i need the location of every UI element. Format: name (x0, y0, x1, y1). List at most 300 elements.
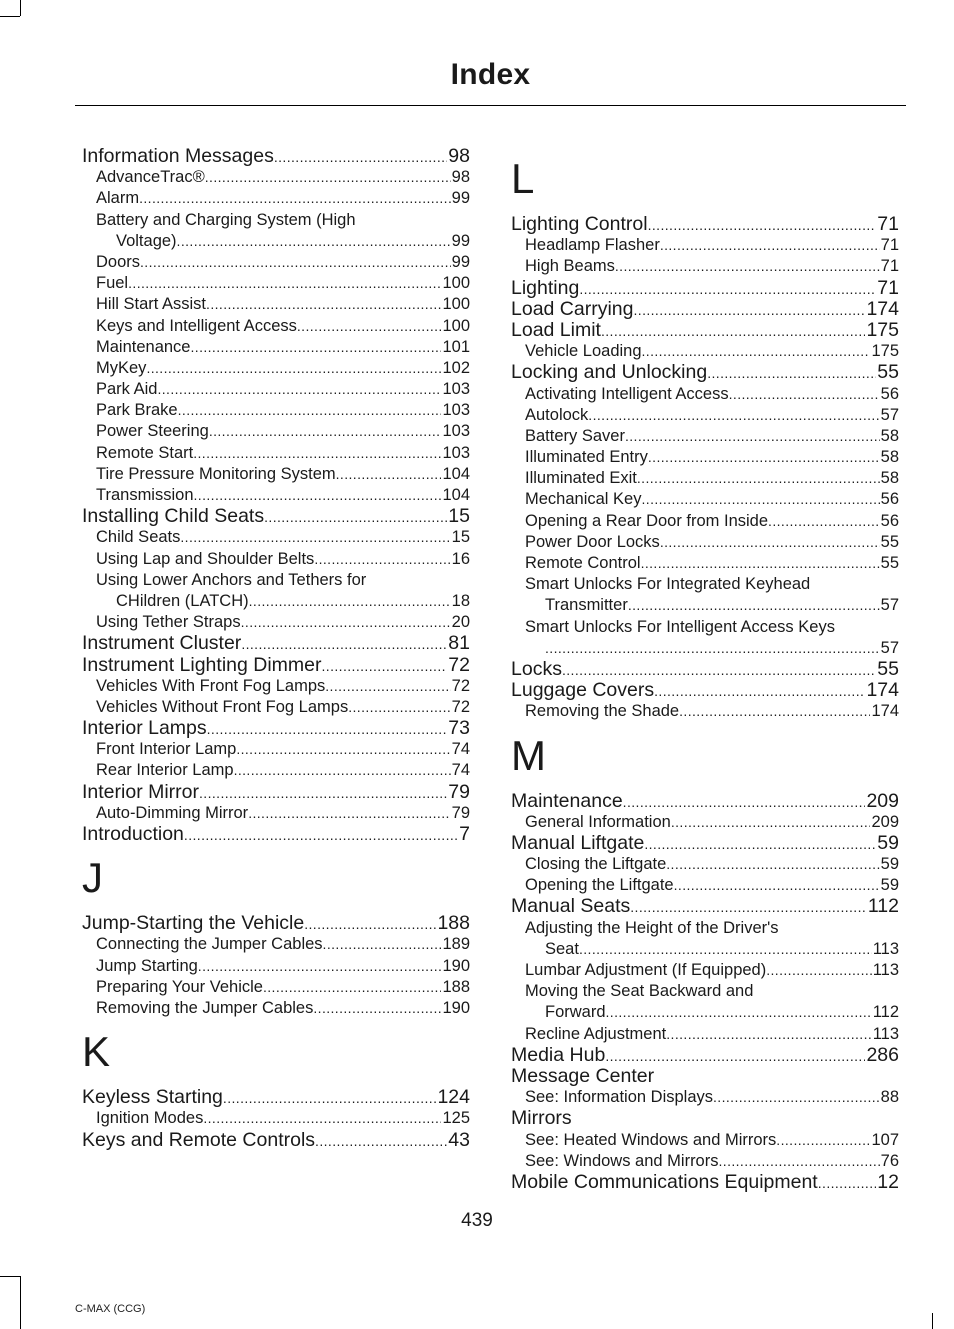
dot-leader (248, 803, 450, 824)
crop-mark (20, 1276, 21, 1329)
index-subentry (511, 701, 899, 722)
index-subentry (82, 485, 470, 506)
entry-page-number: 103 (442, 401, 470, 420)
index-entry (82, 782, 470, 803)
entry-page-number: 124 (437, 1086, 470, 1109)
entry-page-number: 58 (880, 426, 899, 445)
entry-page-number: 56 (880, 384, 899, 403)
index-subentry (511, 426, 899, 447)
entry-page-number: 71 (877, 276, 899, 299)
dot-leader (157, 379, 441, 400)
dot-leader (648, 214, 877, 236)
dot-leader (545, 638, 880, 659)
entry-page-number: 104 (442, 486, 470, 504)
index-subentry (511, 960, 899, 981)
entry-page-number: 74 (451, 740, 470, 759)
dot-leader (579, 939, 872, 960)
entry-page-number: 189 (442, 935, 470, 954)
entry-page-number: 55 (877, 361, 899, 384)
entry-text: Voltage) (116, 231, 177, 250)
entry-page-number: 55 (877, 657, 899, 680)
dot-leader (264, 506, 447, 528)
dot-leader (606, 1002, 872, 1023)
entry-text: Mobile Communications Equipment (511, 1170, 818, 1193)
entry-text: Vehicles Without Front Fog Lamps (96, 697, 349, 716)
dot-leader (605, 1045, 865, 1067)
entry-page-number: 59 (880, 855, 899, 874)
entry-page-number: 71 (880, 257, 899, 276)
dot-leader (207, 718, 448, 740)
dot-leader (209, 421, 442, 442)
dot-leader (274, 146, 447, 168)
entry-page-number: 81 (448, 632, 470, 655)
dot-leader (648, 447, 880, 468)
dot-leader (241, 633, 447, 655)
entry-text: Locks (511, 657, 562, 680)
dot-leader (325, 676, 450, 697)
dot-leader (729, 384, 880, 405)
entry-text: General Information (525, 812, 671, 831)
dot-leader (241, 612, 451, 633)
entry-text: CHildren (LATCH) (116, 591, 249, 610)
section-letter: K (82, 1028, 111, 1076)
entry-page-number: 190 (442, 998, 470, 1017)
dot-leader (588, 405, 879, 426)
entry-text: Keyless Starting (82, 1086, 223, 1109)
index-subentry (511, 638, 899, 659)
entry-page-number: 56 (880, 490, 899, 509)
dot-leader (707, 362, 876, 384)
entry-text: Alarm (96, 189, 140, 208)
entry-text: Manual Liftgate (511, 831, 645, 854)
dot-leader (146, 358, 441, 379)
index-subentry (511, 1087, 899, 1108)
index-entry (82, 718, 470, 739)
dot-leader (660, 532, 880, 553)
entry-text: Manual Seats (511, 895, 631, 918)
entry-page-number: 74 (451, 761, 470, 780)
dot-leader (641, 489, 879, 510)
dot-leader (194, 485, 442, 506)
entry-text: Interior Lamps (82, 717, 207, 740)
index-subentry (511, 854, 899, 875)
dot-leader (666, 854, 879, 875)
entry-page-number: 16 (451, 549, 470, 568)
entry-text: Autolock (525, 405, 589, 424)
index-entry (511, 1108, 899, 1129)
entry-text: Media Hub (511, 1043, 606, 1066)
dot-leader (190, 337, 441, 358)
entry-page-number: 71 (877, 213, 899, 235)
entry-text: Seat (545, 939, 579, 958)
index-subentry (511, 468, 899, 489)
dot-leader (644, 833, 876, 855)
entry-text: Removing the Jumper Cables (96, 998, 314, 1017)
index-subentry (511, 511, 899, 532)
entry-text: Power Steering (96, 422, 209, 441)
crop-mark (0, 16, 20, 17)
entry-text: Ignition Modes (96, 1109, 204, 1128)
dot-leader (193, 443, 441, 464)
entry-page-number: 88 (880, 1088, 899, 1107)
index-entry (511, 1045, 899, 1066)
index-subentry (82, 591, 470, 612)
dot-leader (718, 1151, 879, 1172)
entry-text: Introduction (82, 823, 184, 845)
entry-page-number: 175 (871, 342, 899, 361)
entry-text: Recline Adjustment (525, 1024, 667, 1043)
entry-page-number: 112 (872, 1003, 899, 1022)
entry-text: Transmission (96, 486, 194, 504)
entry-page-number: 98 (451, 168, 470, 187)
entry-page-number: 20 (451, 613, 470, 632)
index-entry (511, 320, 899, 341)
index-subentry (511, 918, 899, 939)
dot-leader (654, 680, 865, 702)
index-subentry (82, 252, 470, 273)
index-entry (82, 913, 470, 934)
index-entry (511, 278, 899, 299)
entry-text: Maintenance (511, 789, 623, 812)
entry-page-number: 99 (451, 189, 470, 208)
index-subentry (82, 294, 470, 315)
entry-page-number: 174 (866, 297, 899, 320)
entry-page-number: 15 (451, 528, 470, 547)
dot-leader (637, 468, 880, 489)
dot-leader (139, 188, 451, 209)
index-subentry (82, 549, 470, 570)
entry-text: Battery Saver (525, 426, 625, 445)
dot-leader (314, 549, 450, 570)
entry-text: Auto-Dimming Mirror (96, 803, 249, 822)
index-subentry (82, 464, 470, 485)
entry-page-number: 175 (866, 318, 899, 341)
index-subentry (82, 697, 470, 718)
index-column-left (82, 146, 470, 1151)
entry-page-number: 57 (880, 638, 899, 657)
entry-page-number: 58 (880, 469, 899, 488)
title-divider (75, 105, 906, 106)
entry-text: Lumbar Adjustment (If Equipped) (525, 961, 767, 979)
index-subentry (82, 421, 470, 442)
index-subentry (82, 527, 470, 548)
dot-leader (315, 1130, 447, 1152)
dot-leader (205, 167, 451, 188)
crop-mark (0, 1276, 20, 1277)
entry-page-number: 107 (871, 1130, 899, 1149)
index-subentry (82, 231, 470, 252)
section-letter: J (82, 854, 103, 902)
dot-leader (713, 1087, 880, 1108)
crop-mark (932, 1313, 933, 1329)
dot-leader (323, 934, 442, 955)
index-subentry (511, 875, 899, 896)
entry-text: See: Windows and Mirrors (525, 1151, 719, 1170)
entry-page-number: 99 (451, 231, 470, 250)
entry-page-number: 58 (880, 448, 899, 467)
entry-page-number: 56 (880, 511, 899, 530)
entry-text: Load Carrying (511, 297, 634, 320)
index-entry (511, 659, 899, 680)
index-entry (511, 680, 899, 701)
index-subentry (511, 812, 899, 833)
entry-text: Jump Starting (96, 956, 198, 975)
entry-text: Message Center (511, 1064, 655, 1087)
entry-page-number: 190 (442, 956, 470, 975)
entry-text: Headlamp Flasher (525, 236, 660, 255)
dot-leader (177, 231, 451, 252)
dot-leader (236, 739, 450, 760)
index-entry (511, 1172, 899, 1193)
dot-leader (625, 426, 880, 447)
entry-text: Keys and Remote Controls (82, 1128, 316, 1151)
index-entry (511, 1066, 899, 1087)
entry-text: Adjusting the Height of the Driver's (525, 918, 779, 937)
entry-text: Instrument Cluster (82, 632, 242, 655)
index-entry (511, 833, 899, 854)
index-subentry (82, 934, 470, 955)
entry-page-number: 79 (448, 780, 470, 803)
index-entry (82, 1130, 470, 1151)
index-subentry (511, 553, 899, 574)
entry-text: Connecting the Jumper Cables (96, 935, 323, 954)
entry-text: Battery and Charging System (High (96, 210, 356, 229)
entry-text: Using Tether Straps (96, 613, 241, 632)
index-subentry (511, 256, 899, 277)
entry-text: Front Interior Lamp (96, 740, 237, 759)
entry-page-number: 103 (442, 422, 470, 441)
page-title: Index (450, 58, 531, 91)
entry-page-number: 174 (866, 679, 899, 702)
index-entry (82, 824, 470, 845)
dot-leader (263, 977, 442, 998)
index-subentry (511, 341, 899, 362)
index-subentry (82, 188, 470, 209)
entry-text: MyKey (96, 358, 147, 377)
entry-page-number: 71 (880, 236, 899, 255)
dot-leader (223, 1087, 437, 1109)
index-subentry (511, 1130, 899, 1151)
index-column-right (511, 146, 899, 1193)
dot-leader (671, 812, 871, 833)
entry-page-number: 112 (867, 895, 899, 918)
index-subentry (82, 443, 470, 464)
entry-page-number: 125 (442, 1109, 470, 1128)
dot-leader (660, 235, 880, 256)
entry-text: High Beams (525, 257, 615, 276)
index-entry (82, 1087, 470, 1108)
index-entry (511, 791, 899, 812)
entry-page-number: 103 (442, 443, 470, 462)
index-subentry (511, 1024, 899, 1045)
dot-leader (641, 553, 880, 574)
index-subentry (82, 1108, 470, 1129)
entry-text: AdvanceTrac® (96, 168, 205, 187)
dot-leader (322, 655, 448, 677)
dot-leader (304, 913, 436, 935)
entry-text: Instrument Lighting Dimmer (82, 653, 322, 676)
entry-page-number: 59 (880, 876, 899, 895)
dot-leader (579, 278, 876, 300)
index-subentry (511, 489, 899, 510)
dot-leader (336, 464, 442, 485)
entry-text: Smart Unlocks For Intelligent Access Keys (525, 617, 835, 636)
dot-leader (615, 256, 880, 277)
index-subentry (82, 956, 470, 977)
dot-leader (198, 956, 442, 977)
entry-text: Hill Start Assist (96, 295, 207, 314)
index-subentry (82, 358, 470, 379)
entry-page-number: 7 (459, 823, 470, 845)
entry-page-number: 43 (448, 1128, 470, 1151)
dot-leader (776, 1130, 870, 1151)
entry-page-number: 99 (451, 252, 470, 271)
entry-page-number: 59 (877, 831, 899, 854)
index-entry (82, 146, 470, 167)
index-subentry (82, 760, 470, 781)
index-entry (511, 299, 899, 320)
entry-text: Lighting (511, 276, 580, 299)
entry-text: Rear Interior Lamp (96, 761, 234, 780)
entry-text: Load Limit (511, 318, 601, 341)
entry-text: Child Seats (96, 528, 181, 547)
entry-text: Installing Child Seats (82, 505, 265, 528)
entry-text: Information Messages (82, 145, 274, 167)
entry-text: Illuminated Entry (525, 448, 648, 467)
dot-leader (666, 1024, 871, 1045)
entry-text: Vehicles With Front Fog Lamps (96, 676, 326, 695)
index-subentry (511, 447, 899, 468)
index-subentry (82, 167, 470, 188)
entry-text: Smart Unlocks For Integrated Keyhead (525, 575, 811, 594)
entry-text: Preparing Your Vehicle (96, 977, 263, 996)
entry-page-number: 113 (872, 961, 899, 979)
crop-mark (20, 0, 21, 16)
dot-leader (628, 595, 880, 616)
entry-page-number: 98 (448, 145, 470, 167)
index-subentry (511, 574, 899, 595)
entry-page-number: 12 (877, 1170, 899, 1193)
dot-leader (766, 960, 871, 981)
entry-text: Keys and Intelligent Access (96, 316, 297, 335)
index-subentry (511, 981, 899, 1002)
index-subentry (511, 235, 899, 256)
dot-leader (234, 760, 451, 781)
entry-page-number: 103 (442, 380, 470, 399)
entry-page-number: 72 (451, 676, 470, 695)
index-subentry (511, 1002, 899, 1023)
entry-text: Using Lap and Shoulder Belts (96, 549, 315, 568)
entry-page-number: 79 (451, 803, 470, 822)
index-subentry (82, 570, 470, 591)
dot-leader (679, 701, 870, 722)
entry-text: Forward (545, 1003, 606, 1022)
entry-text: Transmitter (545, 596, 628, 615)
entry-text: See: Information Displays (525, 1088, 714, 1107)
entry-page-number: 57 (880, 596, 899, 615)
entry-page-number: 72 (451, 697, 470, 716)
page-number: 439 (461, 1210, 493, 1231)
entry-page-number: 104 (442, 464, 470, 483)
dot-leader (674, 875, 880, 896)
entry-text: Remote Start (96, 443, 194, 462)
entry-page-number: 57 (880, 405, 899, 424)
dot-leader (184, 824, 458, 846)
index-entry (82, 506, 470, 527)
entry-page-number: 15 (448, 505, 470, 528)
index-subentry (82, 337, 470, 358)
entry-text: Locking and Unlocking (511, 361, 708, 384)
entry-page-number: 55 (880, 554, 899, 572)
dot-leader (128, 273, 441, 294)
index-subentry (82, 273, 470, 294)
entry-text: Jump-Starting the Vehicle (82, 912, 305, 935)
entry-page-number: 188 (442, 977, 470, 996)
entry-page-number: 102 (442, 358, 470, 377)
dot-leader (633, 299, 865, 321)
entry-page-number: 100 (442, 295, 470, 314)
entry-page-number: 209 (871, 812, 899, 831)
entry-text: Fuel (96, 274, 129, 293)
index-subentry (511, 532, 899, 553)
entry-text: Vehicle Loading (525, 342, 642, 361)
index-entry (511, 362, 899, 383)
index-subentry (82, 400, 470, 421)
entry-page-number: 113 (872, 1024, 899, 1043)
entry-text: Closing the Liftgate (525, 855, 667, 874)
index-entry (82, 655, 470, 676)
dot-leader (140, 252, 451, 273)
footer-model: C-MAX (CCG) (75, 1303, 146, 1315)
entry-page-number: 113 (872, 939, 899, 958)
index-subentry (511, 405, 899, 426)
entry-page-number: 76 (880, 1151, 899, 1170)
dot-leader (297, 316, 442, 337)
entry-text: See: Heated Windows and Mirrors (525, 1130, 777, 1149)
entry-page-number: 100 (442, 316, 470, 335)
section-letter: M (511, 731, 546, 779)
section-letter: L (511, 155, 535, 202)
entry-page-number: 174 (871, 702, 899, 721)
entry-page-number: 100 (442, 274, 470, 293)
entry-text: Removing the Shade (525, 702, 680, 721)
entry-page-number: 18 (451, 591, 470, 610)
index-subentry (82, 210, 470, 231)
index-subentry (82, 803, 470, 824)
index-subentry (511, 384, 899, 405)
entry-text: Interior Mirror (82, 780, 200, 803)
entry-text: Moving the Seat Backward and (525, 982, 754, 1001)
dot-leader (562, 659, 876, 681)
index-subentry (511, 1151, 899, 1172)
entry-text: Mirrors (511, 1107, 572, 1130)
entry-text: Opening the Liftgate (525, 876, 674, 895)
dot-leader (630, 896, 867, 918)
entry-text: Power Door Locks (525, 532, 660, 551)
dot-leader (768, 511, 880, 532)
index-subentry (511, 939, 899, 960)
index-entry (511, 896, 899, 917)
entry-text: Using Lower Anchors and Tethers for (96, 570, 367, 589)
entry-text: Maintenance (96, 337, 191, 356)
dot-leader (249, 591, 451, 612)
index-subentry (82, 998, 470, 1019)
entry-text: Lighting Control (511, 213, 648, 235)
entry-text: Park Brake (96, 401, 178, 420)
entry-page-number: 72 (448, 653, 470, 676)
dot-leader (178, 400, 442, 421)
dot-leader (601, 320, 865, 342)
